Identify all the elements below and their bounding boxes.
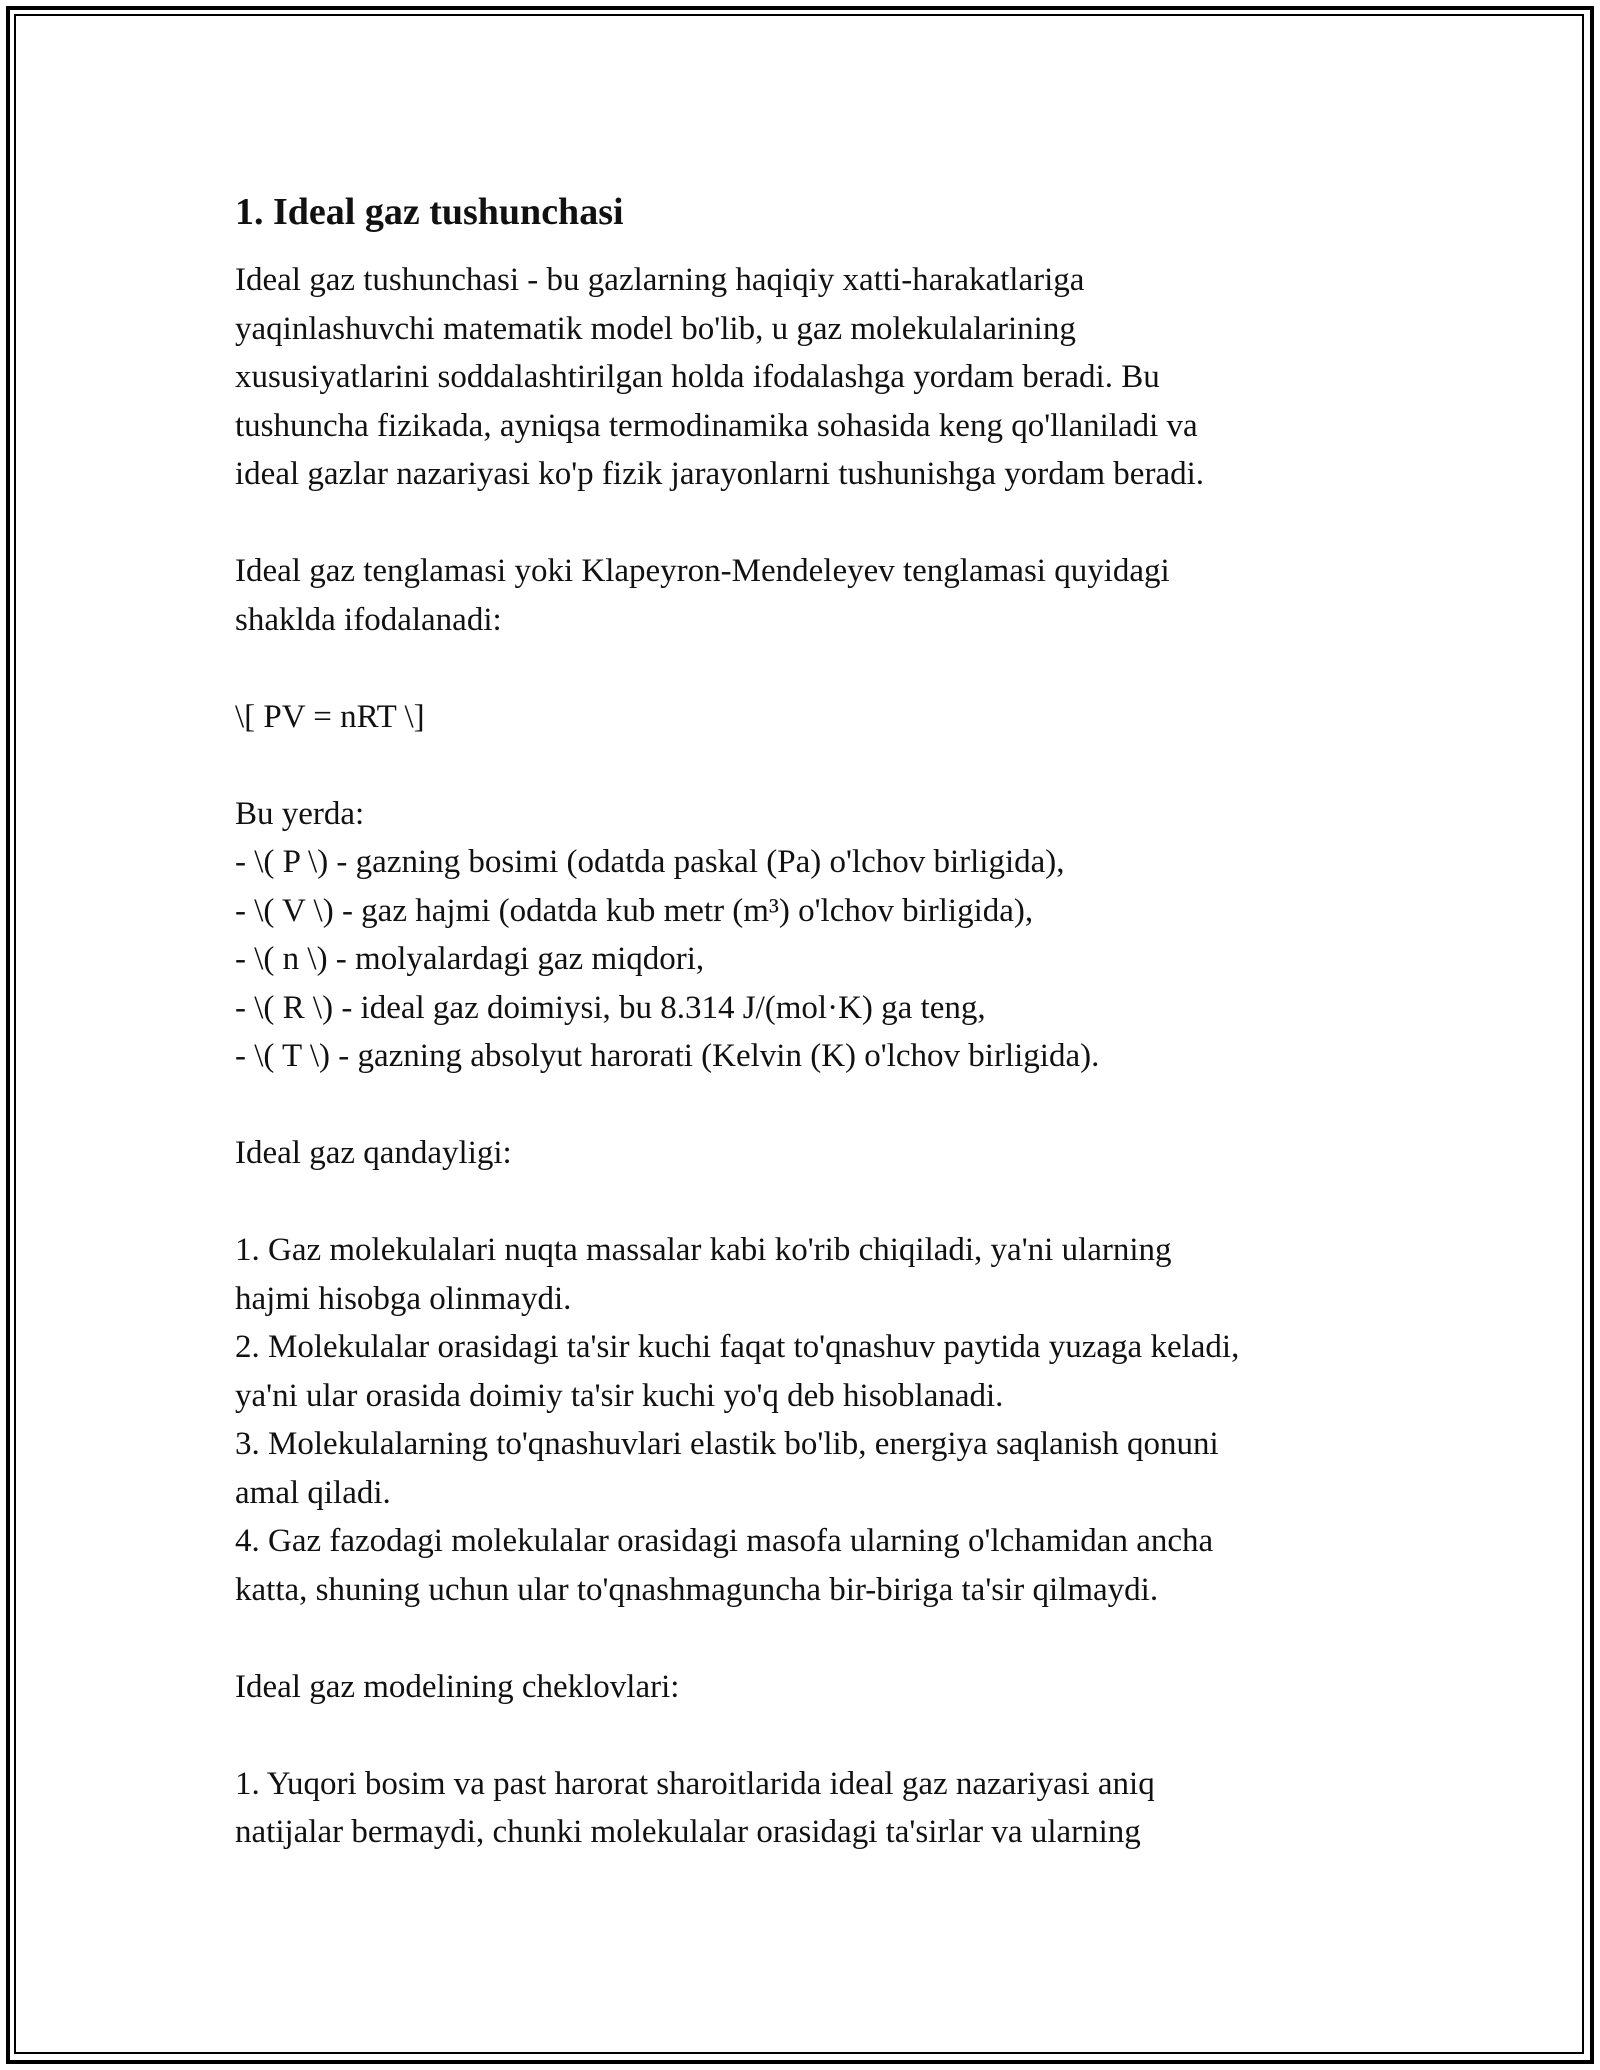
section-heading: 1. Ideal gaz tushunchasi [235,191,624,233]
limitations-list [235,1760,1415,1857]
equation-text: \[ PV = nRT \] [235,698,425,735]
properties-title-paragraph [235,1129,1415,1178]
property-line: 1. Gaz molekulalari nuqta massalar kabi ko'rib chiqiladi, ya'ni ularning [235,1232,1172,1268]
equation-intro-line: shaklda ifodalanadi: [235,601,502,638]
definition-item: - \( R \) - ideal gaz doimiysi, bu 8.314 J/(mol·K) ga teng, [235,989,986,1026]
limitations-title: Ideal gaz modelining cheklovlari: [235,1668,680,1705]
limitation-line: 1. Yuqori bosim va past harorat sharoitlarida ideal gaz nazariyasi aniq [235,1765,1155,1802]
limitations-title-paragraph [235,1663,1415,1712]
properties-list [235,1226,1415,1614]
intro-line: tushuncha fizikada, ayniqsa termodinamika sohasida keng qo'llaniladi va [235,407,1198,444]
property-line: katta, shuning uchun ular to'qnashmaguncha bir-biriga ta'sir qilmaydi. [235,1571,1159,1608]
property-line: 2. Molekulalar orasidagi ta'sir kuchi faqat to'qnashuv paytida yuzaga keladi, [235,1329,1240,1365]
intro-line: ideal gazlar nazariyasi ko'p fizik jarayonlarni tushunishga yordam beradi. [235,456,1205,492]
property-line: 3. Molekulalarning to'qnashuvlari elastik bo'lib, energiya saqlanish qonuni [235,1426,1219,1462]
intro-line: yaqinlashuvchi matematik model bo'lib, u gaz molekulalarining [235,310,1076,347]
equation [235,693,1415,742]
intro-line: xususiyatlarini soddalashtirilgan holda ifodalashga yordam beradi. Bu [235,359,1160,395]
property-line: ya'ni ular orasida doimiy ta'sir kuchi yo'q deb hisoblanadi. [235,1377,1004,1414]
property-line: hajmi hisobga olinmaydi. [235,1280,572,1317]
definitions-list [235,790,1415,1081]
definitions-title: Bu yerda: [235,795,365,832]
definition-item: - \( n \) - molyalardagi gaz miqdori, [235,941,705,977]
equation-intro-line: Ideal gaz tenglamasi yoki Klapeyron-Mendeleyev tenglamasi quyidagi [235,553,1170,589]
intro-paragraph [235,256,1415,499]
property-line: amal qiladi. [235,1474,391,1511]
property-line: 4. Gaz fazodagi molekulalar orasidagi masofa ularning o'lchamidan ancha [235,1523,1214,1559]
definition-item: - \( P \) - gazning bosimi (odatda paskal (Pa) o'lchov birligida), [235,844,1065,880]
intro-line: Ideal gaz tushunchasi - bu gazlarning haqiqiy xatti-harakatlariga [235,262,1085,298]
properties-title: Ideal gaz qandayligi: [235,1135,512,1171]
equation-intro-paragraph [235,547,1415,644]
document-body [235,188,1415,1857]
definition-item: - \( T \) - gazning absolyut harorati (Kelvin (K) o'lchov birligida). [235,1038,1100,1074]
definition-item: - \( V \) - gaz hajmi (odatda kub metr (m³) o'lchov birligida), [235,892,1034,929]
limitation-line: natijalar bermaydi, chunki molekulalar orasidagi ta'sirlar va ularning [235,1814,1141,1850]
